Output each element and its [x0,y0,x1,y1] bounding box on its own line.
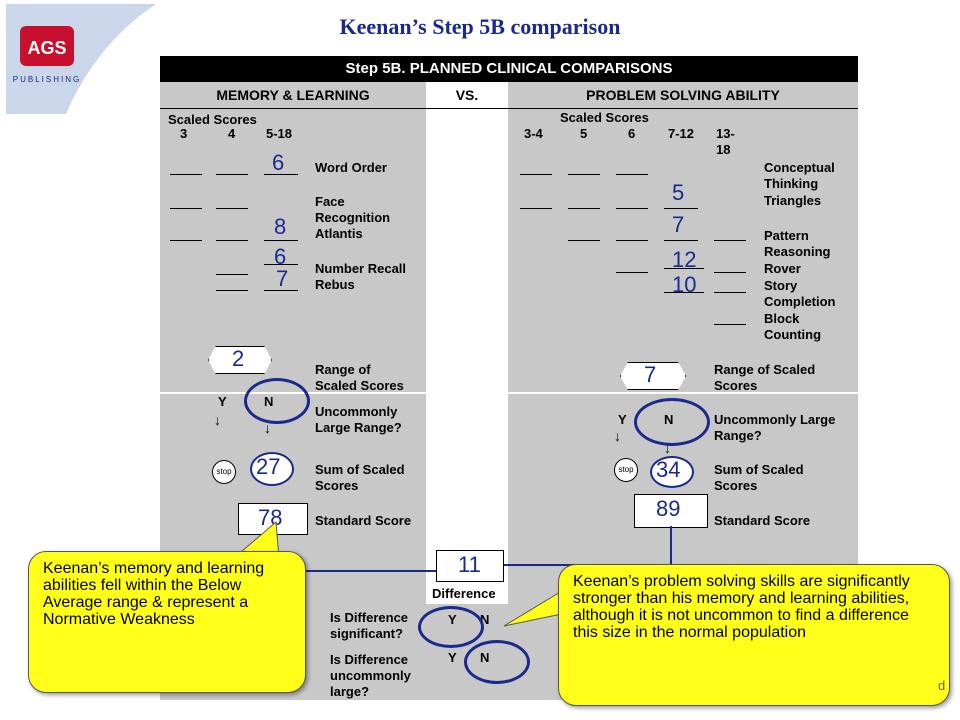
blank-line [616,240,648,241]
uncommon-diff-label: Is Difference uncommonly large? [330,652,411,699]
left-uncommon-label: Uncommonly Large Range? [315,404,402,435]
left-header: MEMORY & LEARNING [216,87,370,103]
right-stop-icon: stop [614,458,638,482]
right-n-circle [634,398,710,446]
blank-line [264,240,298,241]
right-y-arrow: ↓ [614,428,621,444]
vs-label: VS. [455,87,479,103]
blank-line [216,174,248,175]
left-col-4: 4 [228,126,236,141]
logo-sub: PUBLISHING [12,75,82,84]
right-header: PROBLEM SOLVING ABILITY [586,87,780,103]
right-callout [558,564,950,706]
triangles-score: 7 [672,212,685,237]
left-sum-label: Sum of Scaled Scores [315,462,405,493]
blank-line [216,208,248,209]
right-standard-value: 89 [656,496,681,521]
blank-line [568,208,600,209]
right-range-value: 7 [644,362,657,387]
blank-line [714,292,746,293]
left-callout-text: Keenan’s memory and learning abilities fell within the Below Average range & represent a Normative Weakness [43,560,265,628]
blank-line [664,240,698,241]
left-callout [28,551,306,693]
left-standard-label: Standard Score [315,513,412,528]
blank-line [170,174,202,175]
left-n-arrow: ↓ [264,420,271,436]
right-col-7-12: 7-12 [668,126,695,141]
udiff-n-label: N [480,650,490,665]
conceptual-thinking-score: 5 [672,180,685,205]
blank-line [170,240,202,241]
blank-line [714,240,746,241]
blank-line [616,272,648,273]
left-col-3: 3 [180,126,188,141]
right-col-13-18: 13-18 [716,126,735,157]
blank-line [520,174,552,175]
left-scaled-scores-label: Scaled Scores [168,112,257,127]
blank-line [616,208,648,209]
blank-line [714,272,746,273]
subtest-conceptual-thinking: Conceptual Thinking [764,160,835,191]
left-n-circle [244,378,310,424]
face-recognition-score: 8 [274,214,287,239]
blank-line [568,174,600,175]
blank-line [216,274,248,275]
difference-label: Difference [432,586,496,601]
left-stop-icon: stop [212,460,236,484]
blank-line [568,240,600,241]
blank-line [170,208,202,209]
right-range-label: Range of Scaled Scores [714,362,816,393]
right-standard-label: Standard Score [714,513,811,528]
sig-y-circle [418,606,484,648]
blank-line [616,174,648,175]
right-col-6: 6 [628,126,636,141]
udiff-y-label: Y [448,650,457,665]
subtest-triangles: Triangles [764,193,822,208]
right-scaled-scores-label: Scaled Scores [560,110,649,125]
subtest-rover: Rover [764,261,801,276]
blank-line [216,240,248,241]
atlantis-score: 6 [274,244,287,269]
subtest-block-counting: Block Counting [764,311,822,342]
word-order-score: 6 [272,150,285,175]
right-col-3-4: 3-4 [524,126,543,141]
left-standard-value: 78 [258,505,283,530]
subtest-rebus: Rebus [315,277,355,292]
left-n-label: N [264,394,274,409]
left-y-label: Y [218,394,227,409]
right-uncommon-label: Uncommonly Large Range? [714,412,836,443]
number-recall-score: 7 [276,266,289,291]
header-rule [160,108,858,109]
blank-line [714,324,746,325]
right-connector-line [670,526,672,566]
right-sum-label: Sum of Scaled Scores [714,462,804,493]
left-col-5-18: 5-18 [266,126,293,141]
right-sum-value: 34 [656,457,681,482]
right-col-5: 5 [580,126,588,141]
right-y-label: Y [618,412,627,427]
blank-line [216,290,248,291]
right-callout-text: Keenan’s problem solving skills are significantly stronger than his memory and learning abilities, although it is not uncommon to find a difference this size in the normal population [573,573,910,641]
right-n-label: N [664,412,674,427]
blank-line [664,208,698,209]
subtest-story-completion: Story Completion [764,278,836,309]
significance-label: Is Difference significant? [330,610,409,641]
left-sum-value: 27 [256,454,281,479]
left-y-arrow: ↓ [214,412,221,428]
left-range-value: 2 [232,346,245,371]
left-range-label: Range of Scaled Scores [315,362,404,393]
blank-line [520,208,552,209]
right-n-arrow: ↓ [664,440,671,456]
sig-y-label: Y [448,612,457,627]
udiff-n-circle [464,640,530,684]
subtest-pattern-reasoning: Pattern Reasoning [764,228,831,259]
rover-score: 10 [672,272,697,297]
subtest-word-order: Word Order [315,160,387,175]
form-header: Step 5B. PLANNED CLINICAL COMPARISONS [160,56,858,82]
difference-value: 11 [458,552,481,577]
subtest-face-recognition-atlantis: Face Recognition Atlantis [315,194,391,241]
logo-brand: AGS [27,38,67,58]
subtest-number-recall: Number Recall [315,261,407,276]
footer-fragment: d [938,678,946,693]
pattern-reasoning-score: 12 [672,247,697,272]
slide-title: Keenan’s Step 5B comparison [339,14,621,39]
sig-n-label: N [480,612,490,627]
